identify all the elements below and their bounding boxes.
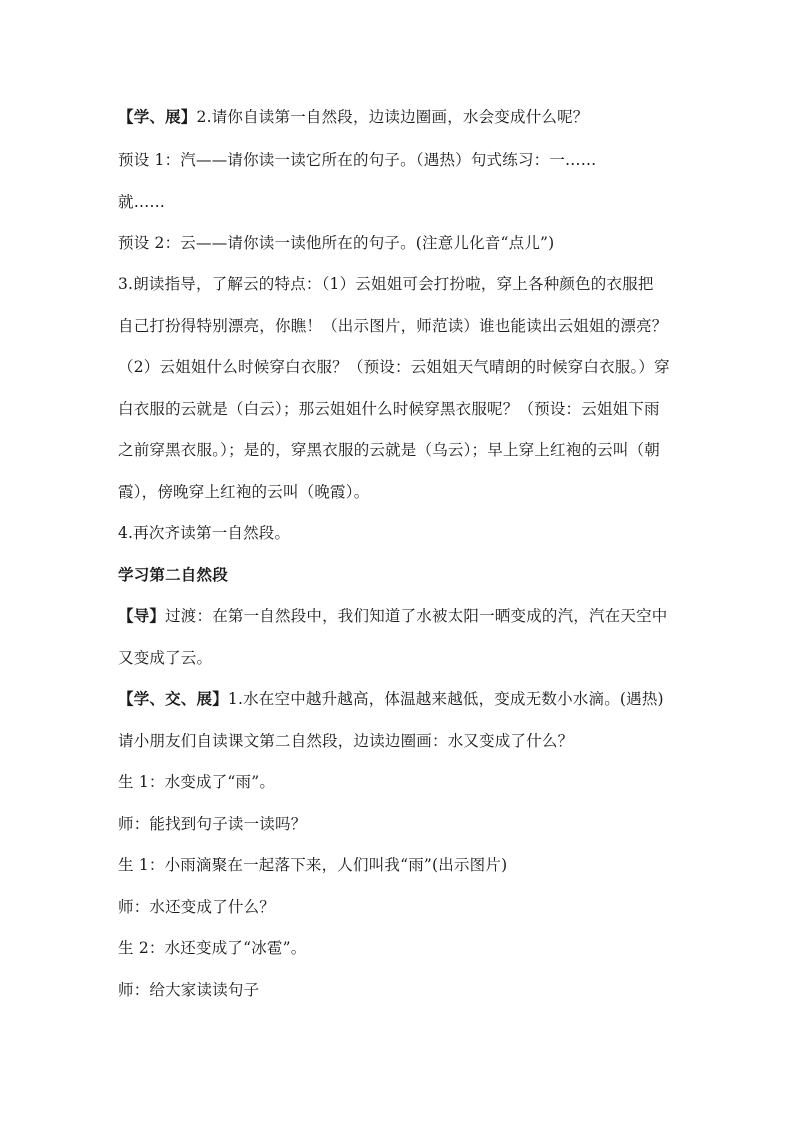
line-text: 过渡：在第一自然段中，我们知道了水被太阳一晒变成的汽，汽在天空中 — [165, 607, 668, 625]
paragraph-line: 3.朗读指导，了解云的特点：（1）云姐姐可会打扮啦，穿上各种颜色的衣服把 — [118, 275, 654, 293]
paragraph-line — [118, 605, 698, 627]
section-tag: 【学、展】 — [118, 107, 197, 126]
paragraph-line: （2）云姐姐什么时候穿白衣服？（预设：云姐姐天气晴朗的时候穿白衣服。）穿 — [118, 358, 670, 376]
paragraph-line: 之前穿黑衣服。）；是的，穿黑衣服的云就是（乌云）；早上穿上红袍的云叫（朝 — [118, 441, 660, 459]
paragraph-line: 预设 2：云——请你读一读他所在的句子。(注意儿化音“点儿”) — [118, 234, 555, 252]
paragraph-line: 生 1：水变成了“雨”。 — [118, 773, 276, 791]
paragraph-line: 生 2：水还变成了“冰雹”。 — [118, 939, 307, 957]
paragraph-line — [118, 688, 698, 710]
section-tag: 【学、交、展】 — [118, 689, 228, 708]
paragraph-line: 又变成了云。 — [118, 649, 213, 667]
paragraph-line: 霞），傍晚穿上红袍的云叫（晚霞）。 — [118, 483, 370, 501]
paragraph-line: 白衣服的云就是（白云）；那云姐姐什么时候穿黑衣服呢？（预设：云姐姐下雨 — [118, 400, 660, 418]
paragraph-line: 师：能找到句子读一读吗？ — [118, 815, 307, 833]
paragraph-line: 自己打扮得特别漂亮，你瞧！（出示图片，师范读）谁也能读出云姐姐的漂亮？ — [118, 317, 668, 335]
paragraph-line — [118, 106, 698, 128]
line-text: 1.水在空中越升越高，体温越来越低，变成无数小水滴。(遇热) — [227, 690, 664, 708]
paragraph-line: 师：给大家读读句子 — [118, 981, 260, 999]
paragraph-line: 生 1：小雨滴聚在一起落下来，人们叫我“雨”(出示图片) — [118, 856, 508, 874]
paragraph-line: 师：水还变成了什么？ — [118, 898, 276, 916]
section-tag: 【导】 — [118, 606, 166, 625]
paragraph-line: 请小朋友们自读课文第二自然段，边读边圈画：水又变成了什么？ — [118, 732, 574, 750]
paragraph-line: 预设 1：汽——请你读一读它所在的句子。（遇热）句式练习：一…… — [118, 151, 597, 169]
section-heading: 学习第二自然段 — [118, 565, 228, 584]
line-text: 2.请你自读第一自然段，边读边圈画，水会变成什么呢？ — [196, 108, 589, 126]
paragraph-line: 就…… — [118, 193, 166, 211]
paragraph-line: 4.再次齐读第一自然段。 — [118, 524, 291, 542]
